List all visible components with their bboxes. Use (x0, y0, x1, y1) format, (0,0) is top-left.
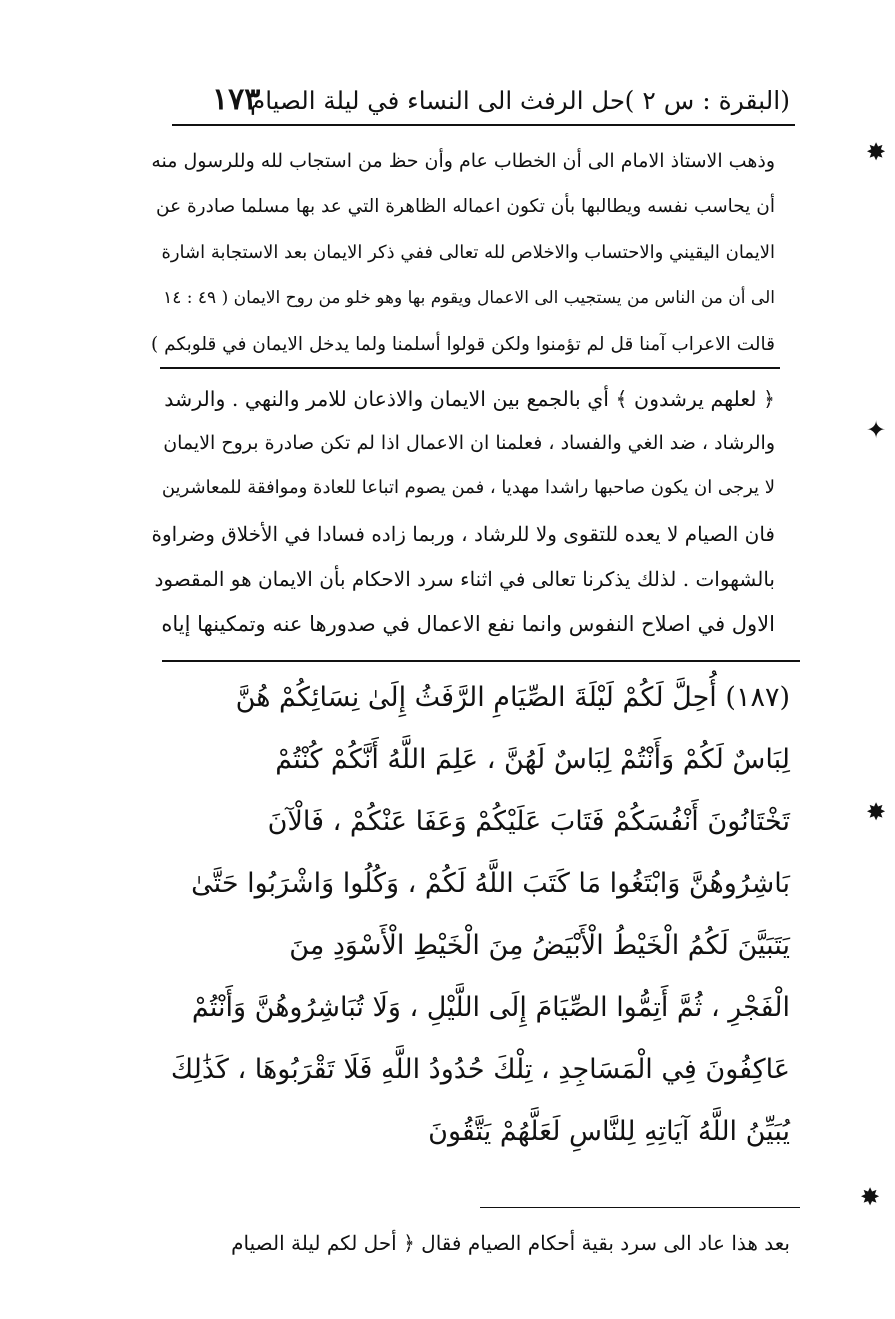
ink-blot-icon: ✸ (866, 798, 887, 826)
commentary-line: وذهب الاستاذ الامام الى أن الخطاب عام وأن حظ من استجاب لله وللرسول منه (151, 150, 775, 172)
footnote-rule (480, 1207, 800, 1208)
verse-line: عَاكِفُونَ فِي الْمَسَاجِدِ ، تِلْكَ حُدُودُ اللَّهِ فَلَا تَقْرَبُوهَا ، كَذَٰلِكَ (170, 1054, 790, 1085)
section-rule (160, 367, 780, 369)
verse-top-rule (162, 660, 800, 662)
footnote (150, 1225, 790, 1265)
commentary-line: قالت الاعراب آمنا قل لم تؤمنوا ولكن قولوا أسلمنا ولما يدخل الايمان في قلوبكم ) (150, 334, 775, 355)
commentary-line: ﴿ لعلهم يرشدون ﴾ أي بالجمع بين الايمان والاذعان للامر والنهي . والرشد (164, 387, 775, 411)
footnote-text: بعد هذا عاد الى سرد بقية أحكام الصيام فقال ﴿ أحل لكم ليلة الصيام (231, 1231, 790, 1255)
commentary-line: الاول في اصلاح النفوس وانما نفع الاعمال في صدورها عنه وتمكينها إياه (161, 612, 775, 636)
page-number: ١٧٣ (212, 82, 261, 117)
commentary-line: بالشهوات . لذلك يذكرنا تعالى في اثناء سرد الاحكام بأن الايمان هو المقصود (154, 567, 775, 591)
running-header (170, 82, 790, 124)
ink-blot-icon: ✦ (866, 416, 887, 444)
commentary-paragraph-1 (150, 140, 775, 360)
verse-line: بَاشِرُوهُنَّ وَابْتَغُوا مَا كَتَبَ اللَّهُ لَكُمْ ، وَكُلُوا وَاشْرَبُوا حَتَّىٰ (191, 868, 790, 899)
running-title: حل الرفث الى النساء في ليلة الصيام (250, 86, 625, 115)
header-rule (172, 124, 795, 126)
verse-line: الْفَجْرِ ، ثُمَّ أَتِمُّوا الصِّيَامَ إِلَى اللَّيْلِ ، وَلَا تُبَاشِرُوهُنَّ وَأَنْتُمْ (191, 992, 790, 1023)
commentary-paragraph-2 (150, 375, 775, 645)
commentary-line: الى أن من الناس من يستجيب الى الاعمال ويقوم بها وهو خلو من روح الايمان ( ٤٩ : ١٤ (163, 288, 775, 308)
commentary-line: لا يرجى ان يكون صاحبها راشدا مهديا ، فمن يصوم اتباعا للعادة وموافقة للمعاشرين (161, 477, 775, 498)
commentary-line: والرشاد ، ضد الغي والفساد ، فعلمنا ان الاعمال اذا لم تكن صادرة بروح الايمان (163, 432, 775, 454)
verse-line: تَخْتَانُونَ أَنْفُسَكُمْ فَتَابَ عَلَيْكُمْ وَعَفَا عَنْكُمْ ، فَالْآنَ (267, 806, 790, 837)
commentary-line: فان الصيام لا يعده للتقوى ولا للرشاد ، وربما زاده فسادا في الأخلاق وضراوة (151, 522, 775, 546)
ink-blot-icon: ✸ (866, 138, 887, 166)
verse-line: لِبَاسٌ لَكُمْ وَأَنْتُمْ لِبَاسٌ لَهُنَّ ، عَلِمَ اللَّهُ أَنَّكُمْ كُنْتُمْ (275, 744, 790, 775)
verse-line: يُبَيِّنُ اللَّهُ آيَاتِهِ لِلنَّاسِ لَعَلَّهُمْ يَتَّقُونَ (428, 1116, 790, 1147)
commentary-line: الايمان اليقيني والاحتساب والاخلاص لله تعالى ففي ذكر الايمان بعد الاستجابة اشارة (161, 242, 775, 263)
ink-blot-icon: ✸ (860, 1183, 881, 1211)
surah-reference: (البقرة : س ٢ ) (624, 86, 790, 115)
commentary-line: أن يحاسب نفسه ويطالبها بأن تكون اعماله الظاهرة التي عد بها مسلما صادرة عن (155, 196, 775, 217)
verse-line: يَتَبَيَّنَ لَكُمُ الْخَيْطُ الْأَبْيَضُ مِنَ الْخَيْطِ الْأَسْوَدِ مِنَ (289, 930, 790, 961)
verse-line: (١٨٧) أُحِلَّ لَكُمْ لَيْلَةَ الصِّيَامِ الرَّفَثُ إِلَىٰ نِسَائِكُمْ هُنَّ (235, 682, 790, 713)
quran-verse-block (165, 672, 790, 1172)
